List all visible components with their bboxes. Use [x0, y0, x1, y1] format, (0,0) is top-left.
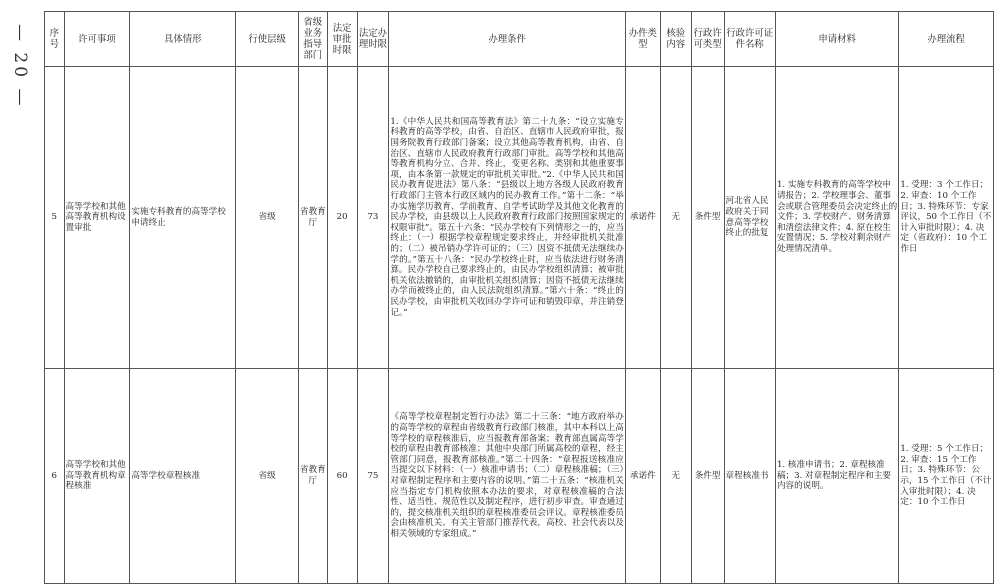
header-dept: 省级业务指导部门: [298, 12, 327, 67]
header-conditions: 办理条件: [389, 12, 625, 67]
header-committed-limit: 法定办理时限: [357, 12, 389, 67]
cell-committed-limit: 73: [357, 67, 389, 369]
cell-situation: 高等学校章程核准: [130, 369, 236, 584]
cell-type: 承诺件: [625, 67, 660, 369]
cell-statutory-limit: 20: [327, 67, 357, 369]
header-situation: 具体情形: [130, 12, 236, 67]
cell-statutory-limit: 60: [327, 369, 357, 584]
cell-certificate: 章程核准书: [724, 369, 775, 584]
cell-permit-type: 条件型: [691, 67, 724, 369]
table-row: [45, 369, 994, 584]
header-seq: 序号: [45, 12, 65, 67]
cell-dept: 省教育厅: [298, 369, 327, 584]
header-materials: 申请材料: [775, 12, 898, 67]
header-item: 许可事项: [64, 12, 130, 67]
header-row: [45, 12, 994, 67]
cell-verify: 无: [660, 67, 691, 369]
page-number: — 20 —: [10, 24, 30, 109]
cell-process: 1. 受理：3 个工作日；2. 审查：10 个工作日；3. 特殊环节：专家评议，50 个工作日（不计入审批时限）；4. 决定（省政府）：10 个工作日: [899, 67, 994, 369]
header-permit-type: 行政许可类型: [691, 12, 724, 67]
cell-process: 1. 受理：5 个工作日；2. 审查：15 个工作日；3. 特殊环节：公示，15 个工作日（不计入审批时限）；4. 决定：10 个工作日: [899, 369, 994, 584]
cell-materials: 1. 实施专科教育的高等学校申请报告；2. 学校理事会、董事会或联合管理委员会决定终止的文件；3. 学校财产、财务清算和清偿法律文件；4. 原在校生安置情况；5. 学校对剩余财产处理情况清单。: [775, 67, 898, 369]
cell-seq: 5: [45, 67, 65, 369]
cell-permit-type: 条件型: [691, 369, 724, 584]
permit-table: [44, 11, 994, 584]
cell-item: 高等学校和其他高等教育机构设置审批: [64, 67, 130, 369]
cell-level: 省级: [236, 369, 299, 584]
cell-situation: 实施专科教育的高等学校申请终止: [130, 67, 236, 369]
cell-item: 高等学校和其他高等教育机构章程核准: [64, 369, 130, 584]
header-verify: 核验内容: [660, 12, 691, 67]
cell-type: 承诺件: [625, 369, 660, 584]
table-row: [45, 67, 994, 369]
cell-conditions: 1.《中华人民共和国高等教育法》第二十九条：“设立实施专科教育的高等学校，由省、自治区、直辖市人民政府审批，报国务院教育行政部门备案；设立其他高等教育机构，由省、自治区、直辖市人民政府教育行政部门审批。高等学校和其他高等教育机构分立、合并、终止，变更名称、类别和其他重要事项，由本条第一款规定的审批机关审批。”2.《中华人民共和国民办教育促进法》第八条：“县级以上地方各级人民政府教育行政部门主管本行政区域内的民办教育工作。”第十二条：“举办实施学历教育、学前教育、自学考试助学及其他文化教育的民办学校，由县级以上人民政府教育行政部门按照国家规定的权限审批”。第五十六条：“民办学校有下列情形之一的，应当终止：（一）根据学校章程规定要求终止，并经审批机关批准的；（二）被吊销办学许可证的；（三）因资不抵债无法继续办学的。”第五十八条：“民办学校终止时，应当依法进行财务清算。民办学校自己要求终止的，由民办学校组织清算；被审批机关依法撤销的，由审批机关组织清算；因资不抵债无法继续办学而被终止的，由人民法院组织清算。”第六十条：“终止的民办学校，由审批机关收回办学许可证和销毁印章，并注销登记。”: [389, 67, 625, 369]
cell-conditions: 《高等学校章程制定暂行办法》第二十三条：“地方政府举办的高等学校的章程由省级教育行政部门核准，其中本科以上高等学校的章程核准后，应当报教育部备案；教育部直属高等学校的章程由教育部核准；其他中央部门所属高校的章程，经主管部门同意，报教育部核准。”第二十四条：“章程报送核准应当提交以下材料：（一）核准申请书；（二）章程核准稿；（三）对章程制定程序和主要内容的说明。”第二十五条：“核准机关应当指定专门机构依照本办法的要求，对章程核准稿的合法性、适当性、规范性以及制定程序，进行初步审查。审查通过的，提交核准机关组织的章程核准委员会评议。章程核准委员会由核准机关、有关主管部门推荐代表，高校、社会代表以及相关领域的专家组成。”: [389, 369, 625, 584]
header-process: 办理流程: [899, 12, 994, 67]
cell-dept: 省教育厅: [298, 67, 327, 369]
header-certificate: 行政许可证件名称: [724, 12, 775, 67]
cell-seq: 6: [45, 369, 65, 584]
cell-materials: 1. 核准申请书；2. 章程核准稿；3. 对章程制定程序和主要内容的说明。: [775, 369, 898, 584]
cell-certificate: 河北省人民政府关于同意高等学校终止的批复: [724, 67, 775, 369]
cell-committed-limit: 75: [357, 369, 389, 584]
header-type: 办件类型: [625, 12, 660, 67]
header-statutory-limit: 法定审批时限: [327, 12, 357, 67]
header-level: 行使层级: [236, 12, 299, 67]
cell-verify: 无: [660, 369, 691, 584]
cell-level: 省级: [236, 67, 299, 369]
